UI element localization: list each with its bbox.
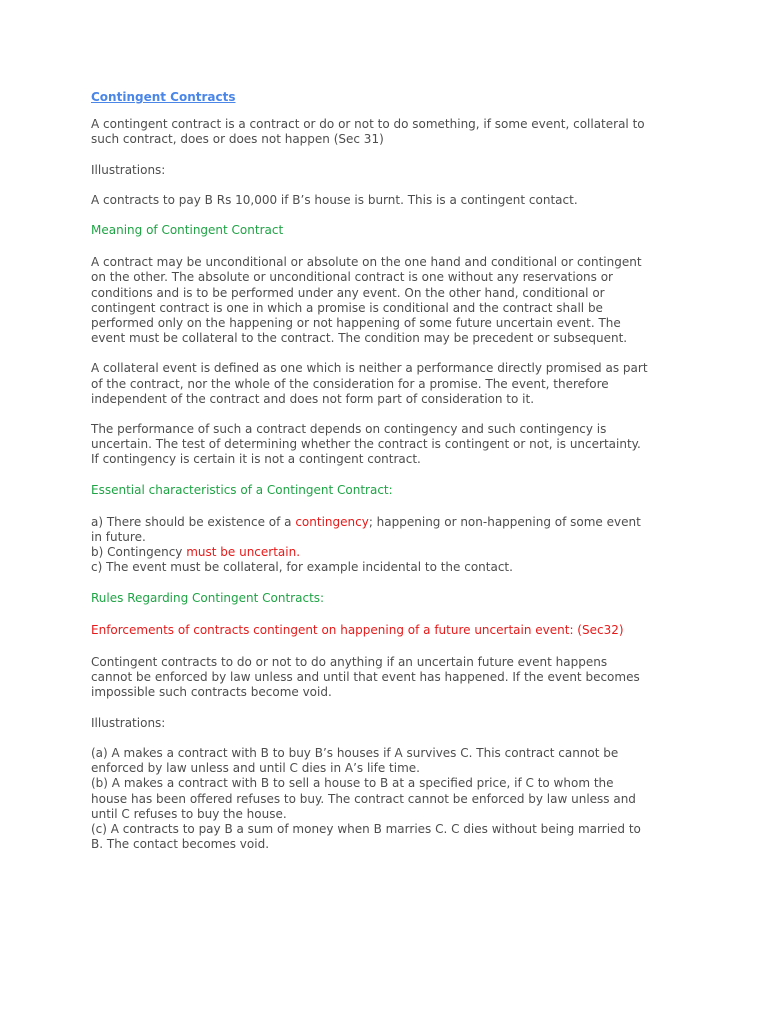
- illustration-example: A contracts to pay B Rs 10,000 if B’s house is burnt. This is a contingent contact.: [91, 192, 578, 207]
- characteristic-a-text: a) There should be existence of a: [91, 514, 296, 529]
- meaning-heading: Meaning of Contingent Contract: [91, 223, 284, 238]
- characteristics-list: [91, 515, 691, 576]
- illustration-b: (b) A makes a contract with B to sell a house to B at a specified price, if C to whom the house has been offered refuses to buy. The contract cannot be enforced by law unless and until C refuses to buy the house.: [91, 776, 636, 821]
- characteristic-a-rest: ; happening or non-happening of some event in future.: [91, 514, 641, 545]
- enforcement-heading: Enforcements of contracts contingent on happening of a future uncertain event: (Sec32): [91, 622, 624, 637]
- characteristic-b-text: b) Contingency: [91, 545, 187, 560]
- enforcement-paragraph: Contingent contracts to do or not to do anything if an uncertain future event happens cannot be enforced by law unless and until that event has happened. If the event becomes impossible such contracts become void.: [91, 655, 640, 700]
- meaning-paragraph-3: The performance of such a contract depends on contingency and such contingency is uncertain. The test of determining whether the contract is contingent or not, is uncertainty. If contingency is certain it is not a contingent contract.: [91, 422, 641, 467]
- meaning-paragraph-2: A collateral event is defined as one which is neither a performance directly promised as part of the contract, nor the whole of the consideration for a promise. The event, therefore independent of the contract and does not form part of consideration to it.: [91, 361, 648, 406]
- characteristic-b: [91, 545, 691, 560]
- meaning-paragraph-1: A contract may be unconditional or absolute on the one hand and conditional or contingent on the other. The absolute or unconditional contract is one without any reservations or conditions and is to be performed under any event. On the other hand, conditional or contingent contract is one in which a promise is conditional and the contract shall be performed only on the happening or not happening of some future uncertain event. The event must be collateral to the contract. The condition may be precedent or subsequent.: [91, 255, 642, 346]
- illustrations-list: [91, 746, 691, 852]
- contingency-highlight: contingency: [295, 514, 369, 529]
- characteristic-c: c) The event must be collateral, for example incidental to the contact.: [91, 560, 513, 575]
- document-page: [91, 90, 691, 867]
- characteristic-a: [91, 515, 691, 545]
- illustrations-label-2: Illustrations:: [91, 715, 166, 730]
- page-title: Contingent Contracts: [91, 90, 236, 104]
- rules-heading: Rules Regarding Contingent Contracts:: [91, 590, 325, 605]
- illustration-c: (c) A contracts to pay B a sum of money when B marries C. C dies without being married to B. The contact becomes void.: [91, 821, 641, 852]
- illustrations-label: Illustrations:: [91, 162, 166, 177]
- uncertain-highlight: must be uncertain.: [186, 545, 301, 560]
- definition-paragraph: A contingent contract is a contract or do or not to do something, if some event, collateral to such contract, does or does not happen (Sec 31): [91, 117, 645, 147]
- illustration-a: (a) A makes a contract with B to buy B’s houses if A survives C. This contract cannot be enforced by law unless and until C dies in A’s life time.: [91, 745, 619, 776]
- essential-characteristics-heading: Essential characteristics of a Contingent Contract:: [91, 482, 393, 497]
